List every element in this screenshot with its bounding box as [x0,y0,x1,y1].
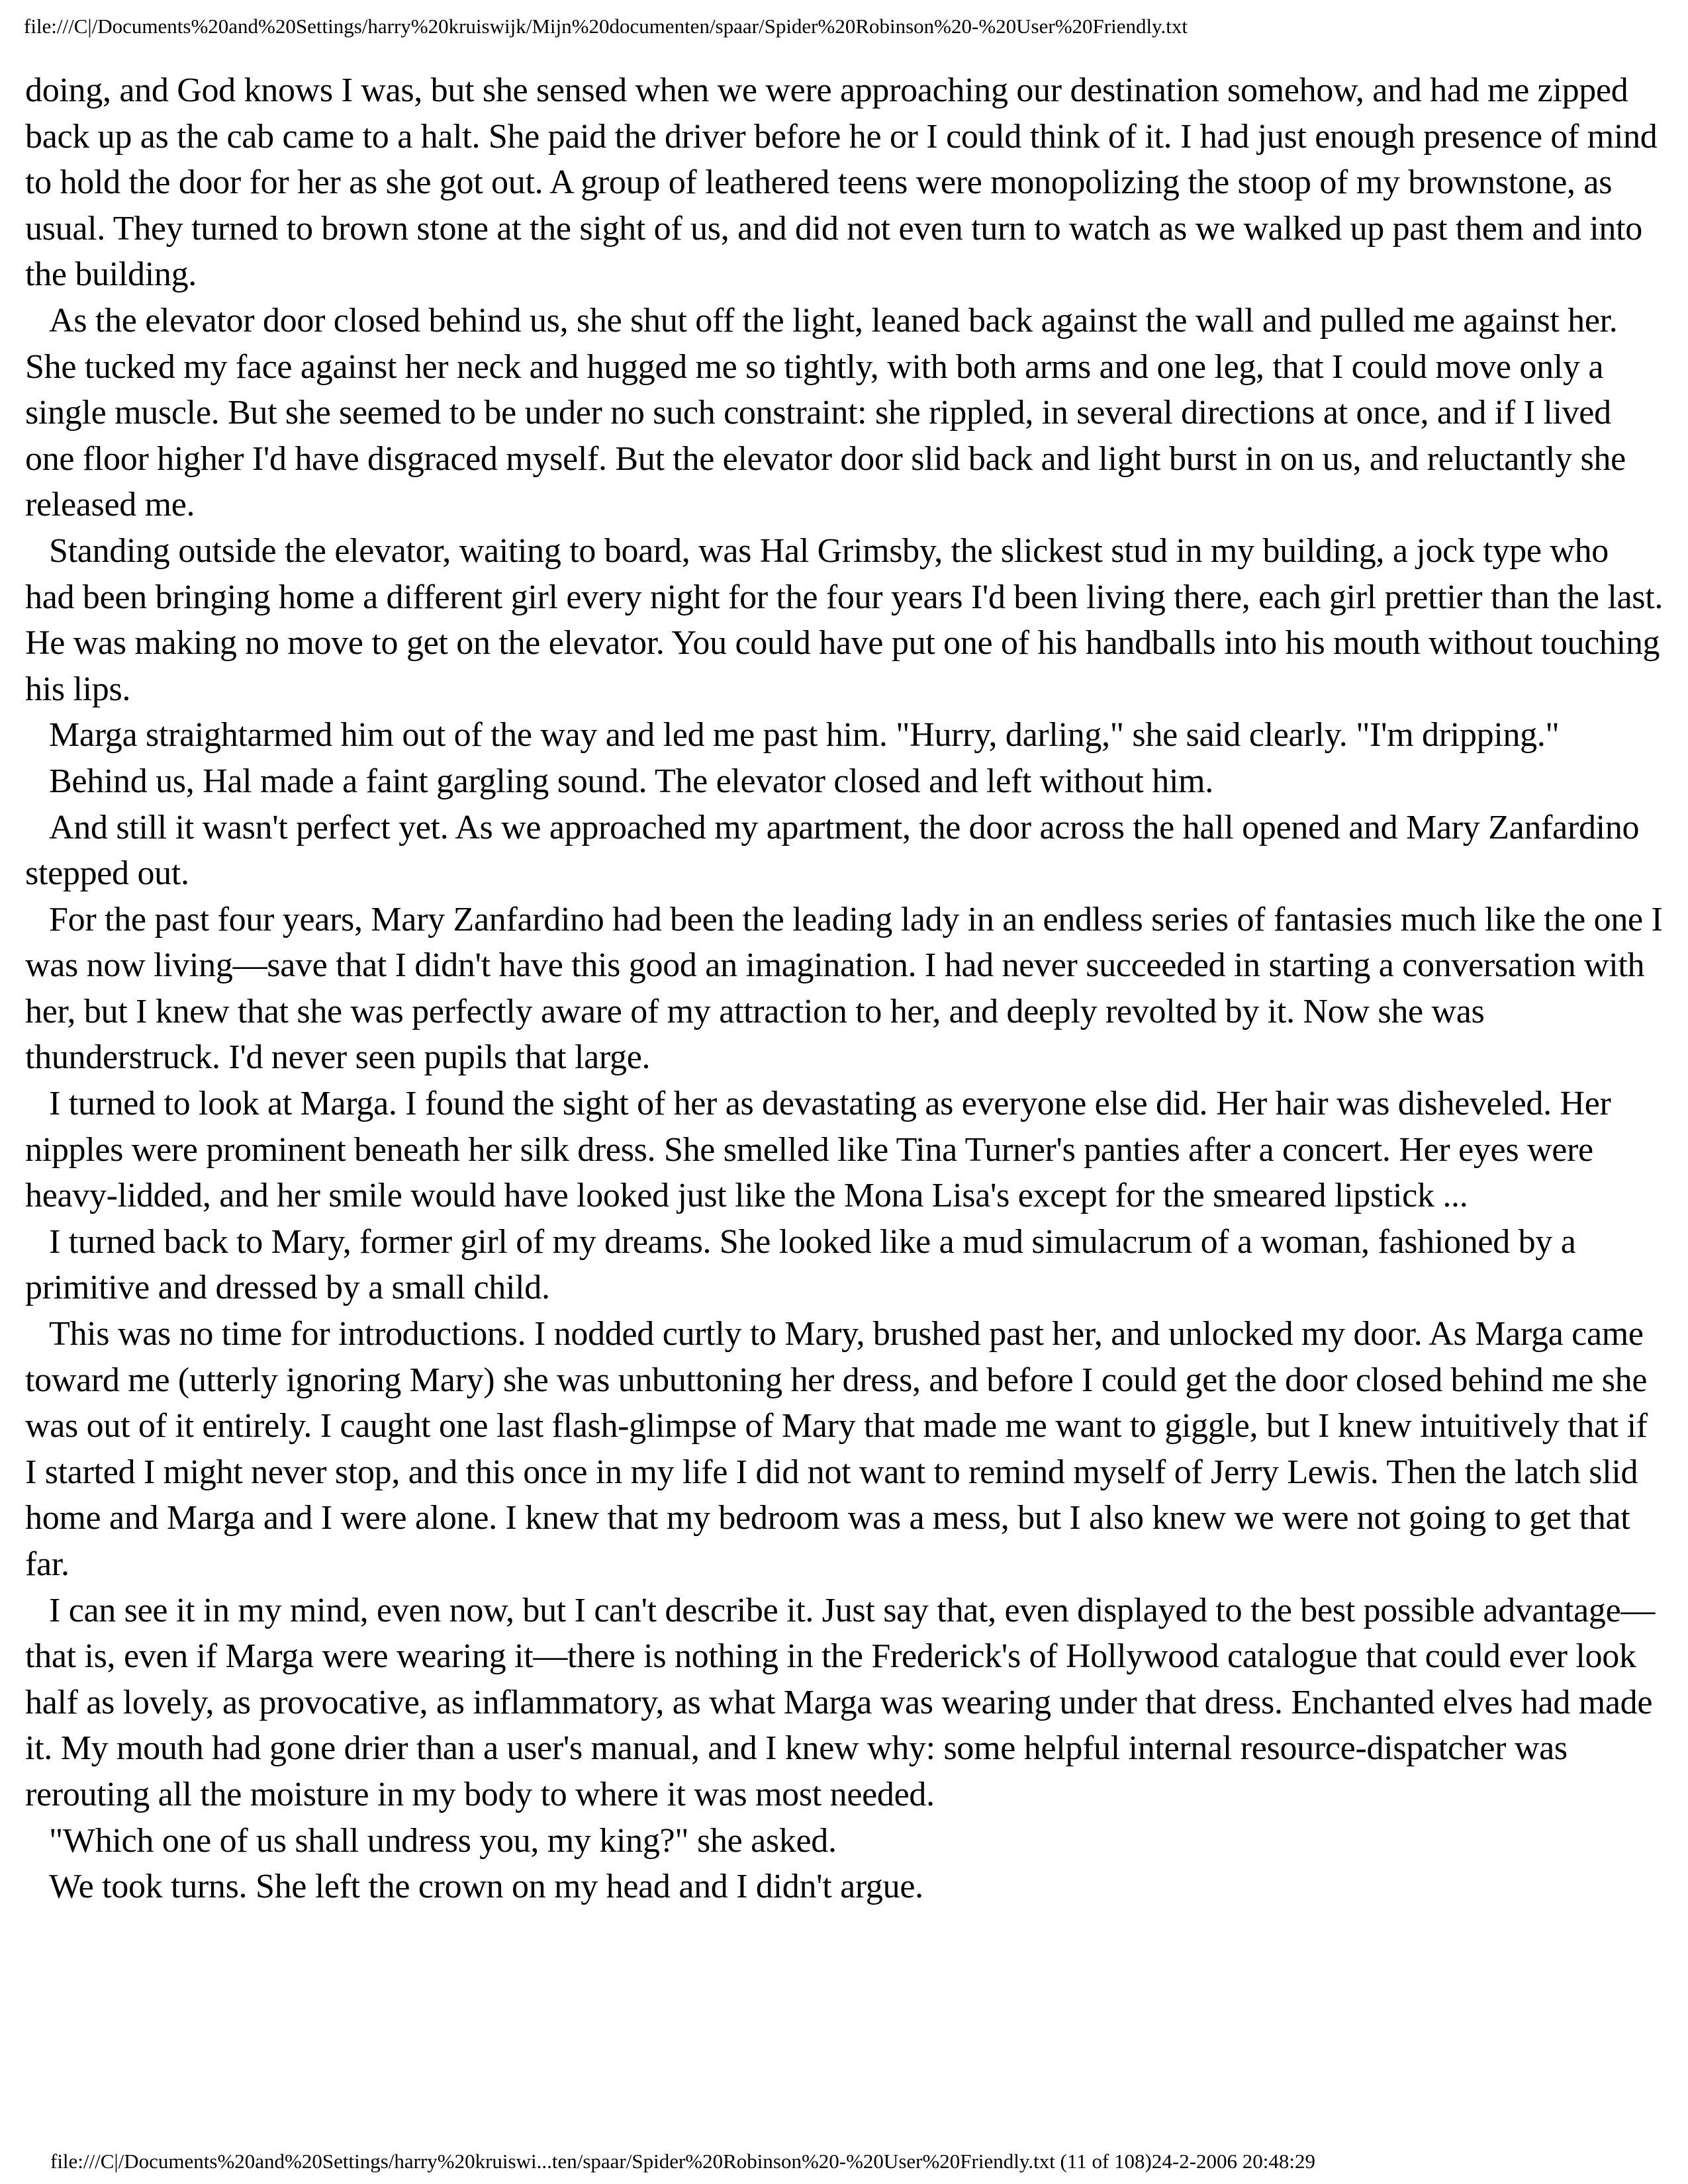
paragraph-13: We took turns. She left the crown on my head and I didn't argue. [49,1868,923,1906]
paragraph-4: Marga straightarmed him out of the way and led me past him. "Hurry, darling," she said clearly. "I'm dripping." [49,716,1560,754]
paragraph-1: doing, and God knows I was, but she sensed when we were approaching our destination somehow, and had me zipped back up as the cab came to a halt. She paid the driver before he or I could think of it. I had just enough presence of mind to hold the door for her as she got out. A group of leathered teens were monopolizing the stoop of my brownstone, as usual. They turned to brown stone at the sight of us, and did not even turn to watch as we walked up past them and into the building. [25,71,1658,294]
paragraph-11: I can see it in my mind, even now, but I can't describe it. Just say that, even displayed to the best possible advantage—that is, even if Marga were wearing it—there is nothing in the Frederick's of Hollywood catalogue that could ever look half as lovely, as provocative, as inflammatory, as what Marga was wearing under that dress. Enchanted elves had made it. My mouth had gone drier than a user's manual, and I knew why: some helpful internal resource-dispatcher was rerouting all the moisture in my body to where it was most needed. [25,1591,1656,1813]
paragraph-7: For the past four years, Mary Zanfardino had been the leading lady in an endless series of fantasies much like the one I was now living—save that I didn't have this good an imagination. I had never succeeded in starting a conversation with her, but I knew that she was perfectly aware of my attraction to her, and deeply revolted by it. Now she was thunderstruck. I'd never seen pupils that large. [25,900,1663,1077]
paragraph-8: I turned to look at Marga. I found the sight of her as devastating as everyone else did. Her hair was disheveled. Her nipples were prominent beneath her silk dress. She smelled like Tina Turner's panties after a concert. Her eyes were heavy-lidded, and her smile would have looked just like the Mona Lisa's except for the smeared lipstick ... [25,1085,1611,1215]
paragraph-6: And still it wasn't perfect yet. As we approached my apartment, the door across the hall opened and Mary Zanfardino stepped out. [25,808,1640,893]
footer-file-path: file:///C|/Documents%20and%20Settings/harry%20kruiswi...ten/spaar/Spider%20Robinson%20-%20User%20Friendly.txt (11 of 108)24-2-2006 20:48:29 [50,2150,1315,2173]
paragraph-3: Standing outside the elevator, waiting to board, was Hal Grimsby, the slickest stud in my building, a jock type who had been bringing home a different girl every night for the four years I'd been living there, each girl prettier than the last. He was making no move to get on the elevator. You could have put one of his handballs into his mouth without touching his lips. [25,531,1664,708]
paragraph-5: Behind us, Hal made a faint gargling sound. The elevator closed and left without him. [49,762,1213,800]
paragraph-10: This was no time for introductions. I nodded curtly to Mary, brushed past her, and unlocked my door. As Marga came toward me (utterly ignoring Mary) she was unbuttoning her dress, and before I could get the door closed behind me she was out of it entirely. I caught one last flash-glimpse of Mary that made me want to giggle, but I knew intuitively that if I started I might never stop, and this once in my life I did not want to remind myself of Jerry Lewis. Then the latch slid home and Marga and I were alone. I knew that my bedroom was a mess, but I also knew we were not going to get that far. [25,1315,1648,1583]
paragraph-12: "Which one of us shall undress you, my king?" she asked. [49,1821,837,1860]
paragraph-2: As the elevator door closed behind us, she shut off the light, leaned back against the wall and pulled me against her. She tucked my face against her neck and hugged me so tightly, with both arms and one leg, that I could move only a single muscle. But she seemed to be under no such constraint: she rippled, in several directions at once, and if I lived one floor higher I'd have disgraced myself. But the elevator door slid back and light burst in on us, and reluctantly she released me. [25,301,1626,524]
document-body [25,68,1665,1910]
header-file-path: file:///C|/Documents%20and%20Settings/harry%20kruiswijk/Mijn%20documenten/spaar/Spider%20Robinson%20-%20User%20Friendly.txt [24,15,1188,38]
paragraph-9: I turned back to Mary, former girl of my dreams. She looked like a mud simulacrum of a woman, fashioned by a primitive and dressed by a small child. [25,1222,1576,1307]
